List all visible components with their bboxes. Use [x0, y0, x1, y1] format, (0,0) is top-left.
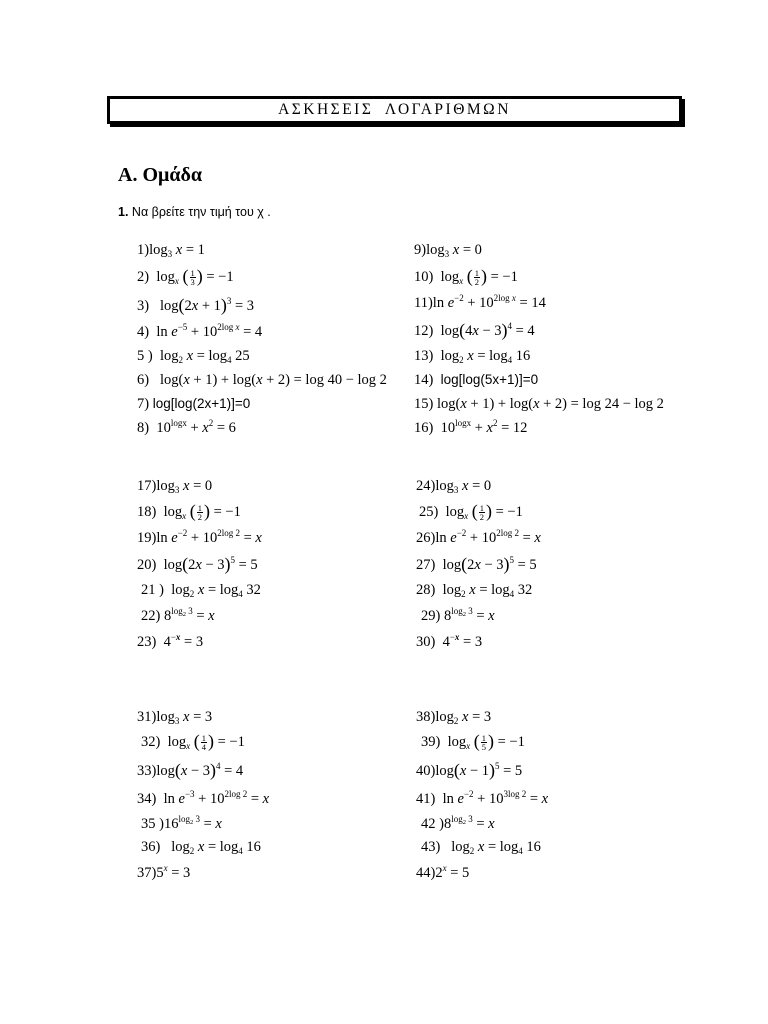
- exercise-3: 3) $\log(2x + 1)^3 = 3$: [137, 295, 255, 315]
- exercise-44: $44)2^x = 5$: [416, 863, 470, 881]
- exercise-27: 27) $\log(2x - 3)^5 = 5$: [416, 554, 537, 574]
- exercise-7: 7) log[log(2x+1)]=0: [137, 396, 251, 412]
- exercise-32: 32) $\log_x$ ( $\frac{1}{4}$ ) = −1: [141, 731, 245, 753]
- exercise-10: 10) $\log_x$ ( $\frac{1}{2}$ ) = −1: [414, 266, 518, 288]
- exercise-43: 43) $\log_2 x = \log_4 16$: [421, 839, 541, 856]
- exercise-12: 12) $\log(4x - 3)^4 = 4$: [414, 320, 535, 340]
- exercise-4: 4) $\ln e^{-5} + 10^{2log x} = 4$: [137, 322, 263, 340]
- exercise-5: 5 ) $\log_2 x = \log_4 25$: [137, 348, 250, 365]
- exercise-21: 21 ) $\log_2 x = \log_4 32$: [141, 582, 261, 599]
- exercise-36: 36) $\log_2 x = \log_4 16$: [141, 839, 261, 856]
- exercise-31: $31)\log_3$ x = 3: [137, 709, 213, 726]
- section-heading: Α. Ομάδα: [118, 164, 203, 186]
- instruction: [118, 205, 271, 219]
- exercise-17: $17)\log_3$ x = 0: [137, 478, 213, 495]
- exercise-15: 15) log(x + 1) + log(x + 2) = log 24 − log 2: [414, 396, 664, 412]
- exercise-22: 22) $8^{log_2 3} = x$: [141, 606, 215, 624]
- exercise-39: 39) $\log_x$ ( $\frac{1}{5}$ ) = −1: [421, 731, 525, 753]
- exercise-35: 35 )$16^{log_2 3} = x$: [141, 814, 222, 832]
- exercise-2: 2) $\log_x$ ( $\frac{1}{3}$ ) = −1: [137, 266, 234, 288]
- exercise-24: $24)\log_3$ x = 0: [416, 478, 492, 495]
- exercise-29: 29) $8^{log_2 3} = x$: [421, 606, 495, 624]
- exercise-6: 6) log(x + 1) + log(x + 2) = log 40 − log 2: [137, 372, 387, 388]
- exercise-26: 26)ln $e^{-2} + 10^{2log 2} = x$: [416, 528, 541, 546]
- exercise-42: 42 )$8^{log_2 3} = x$: [421, 814, 495, 832]
- exercise-13: 13) $\log_2 x = \log_4 16$: [414, 348, 531, 365]
- exercise-28: 28) $\log_2 x = \log_4 32$: [416, 582, 533, 599]
- exercise-23: 23) $4^{-x} = 3$: [137, 632, 204, 650]
- exercise-38: $38)\log_2$ x = 3: [416, 709, 492, 726]
- exercise-1: $1)\log_3$ x = 1: [137, 242, 205, 259]
- exercise-30: 30) $4^{-x} = 3$: [416, 632, 483, 650]
- exercise-9: $9)\log_3$ x = 0: [414, 242, 482, 259]
- exercise-33: $33)\log(x - 3)^4 = 4$: [137, 760, 244, 780]
- worksheet-title: ΑΣΚΗΣΕΙΣ ΛΟΓΑΡΙΘΜΩΝ: [107, 96, 682, 124]
- exercise-14: 14) log[log(5x+1)]=0: [414, 372, 539, 388]
- exercise-8: 8) $10^{logx} + x^2 = 6$: [137, 418, 236, 436]
- exercise-16: 16) $10^{logx} + x^2 = 12$: [414, 418, 528, 436]
- exercise-20: 20) $\log(2x - 3)^5 = 5$: [137, 554, 258, 574]
- exercise-34: 34) $\ln e^{-3} + 10^{2log 2} = x$: [137, 789, 270, 807]
- exercise-11: 11)ln $e^{-2} + 10^{2log x} = 14$: [414, 293, 546, 311]
- exercise-37: $37)5^x = 3$: [137, 863, 191, 881]
- exercise-19: 19)ln $e^{-2} + 10^{2log 2} = x$: [137, 528, 262, 546]
- instruction-text: Να βρείτε την τιμή του χ .: [131, 205, 271, 219]
- exercise-41: 41) $\ln e^{-2} + 10^{3log 2} = x$: [416, 789, 549, 807]
- instruction-number: 1.: [118, 205, 129, 219]
- exercise-40: $40)\log(x - 1)^5 = 5$: [416, 760, 523, 780]
- exercise-18: 18) $\log_x$ ( $\frac{1}{2}$ ) = −1: [137, 501, 241, 523]
- exercise-25: 25) $\log_x$ ( $\frac{1}{2}$ ) = −1: [419, 501, 523, 523]
